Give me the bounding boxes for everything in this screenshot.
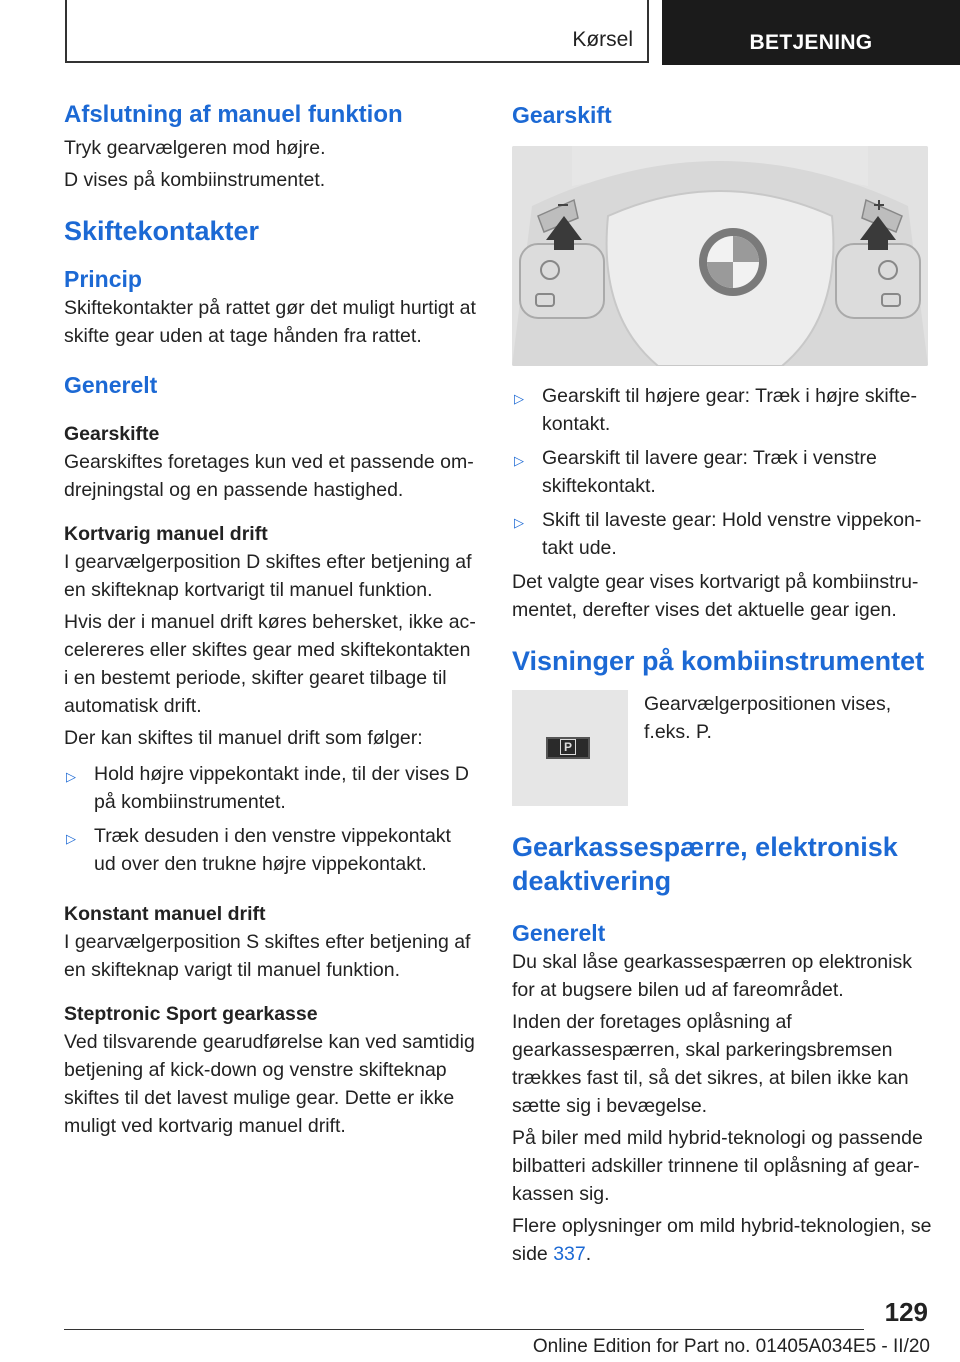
paragraph: Ved tilsvarende gearudførelse kan ved samtidig betjening af kick-down og venstre skifteknap skiftes til det lavest mulige gear. Dette er ikke muligt ved kortvarig manuel drift. (64, 1031, 475, 1137)
paragraph: Gearvælgerpositionen vises, f.eks. P. (644, 693, 892, 743)
paragraph: Flere oplysninger om mild hybrid-teknologien, se side 337. (512, 1215, 932, 1265)
paragraph: Skiftekontakter på rattet gør det muligt hurtigt at skifte gear uden at tage hånden fra rattet. (64, 297, 476, 347)
chapter-title: BETJENING (749, 31, 873, 54)
paragraph: I gearvælgerposition D skiftes efter betjening af en skifteknap kortvarigt til manuel funktion. (64, 551, 472, 601)
heading-spaerre: Gearkassespærre, elektronisk deaktivering (512, 832, 898, 896)
heading-visninger: Visninger på kombiinstrumentet (512, 646, 925, 676)
steering-wheel-illustration (512, 146, 928, 366)
paragraph: Tryk gearvælgeren mod højre. (64, 137, 326, 159)
section-title: Kørsel (572, 28, 633, 51)
heading-generelt-2: Generelt (512, 920, 606, 946)
paragraph: Du skal låse gearkassespærren op elektronisk for at bugsere bilen ud af fareområdet. (512, 951, 912, 1001)
triangle-bullet-icon: ▷ (66, 831, 76, 846)
heading-end-manual: Afslutning af manuel funktion (64, 101, 403, 128)
paragraph: Der kan skiftes til manuel drift som følger: (64, 727, 423, 749)
right-column (512, 100, 932, 1268)
subheading-gearskifte: Gearskifte (64, 423, 160, 445)
edition-note: Online Edition for Part no. 01405A034E5 - II/20 (532, 1336, 930, 1357)
paragraph: På biler med mild hybrid-teknologi og passende bilbatteri adskiller trinnene til oplåsning af gearkassen sig. (512, 1127, 923, 1205)
heading-skiftekontakter: Skiftekontakter (64, 216, 260, 246)
list-item: ▷ Hold højre vippekontakt inde, til der vises D på kombiinstrumentet. (66, 763, 470, 813)
triangle-bullet-icon: ▷ (514, 453, 524, 468)
list-item: ▷ Træk desuden i den venstre vippekontakt ud over den trukne højre vippekontakt. (66, 825, 451, 875)
paragraph: Det valgte gear vises kortvarigt på kombiinstrumentet, derefter vises det aktuelle gear igen. (512, 571, 919, 621)
heading-gearskift: Gearskift (512, 102, 612, 128)
bullet-list-gearskift (512, 382, 932, 562)
paragraph: Hvis der i manuel drift køres behersket, ikke accelereres eller skiftes gear med skiftekontakten i en bestemt periode, skifter gearet tilbage til automatisk drift. (64, 611, 476, 717)
page-number: 129 (884, 1297, 928, 1327)
triangle-bullet-icon: ▷ (514, 515, 524, 530)
left-column (64, 100, 478, 1140)
subheading-steptronic: Steptronic Sport gearkasse (64, 1003, 318, 1025)
bullet-list-kortvarig (64, 760, 478, 878)
list-item: ▷ Gearskift til højere gear: Træk i højre skiftekontakt. (514, 385, 917, 435)
paragraph: Inden der foretages oplåsning af gearkassespærren, skal parkeringsbremsen trækkes fast til, så det sikres, at bilen ikke kan sætte sig i bevægelse. (512, 1011, 909, 1117)
paragraph: Gearskiftes foretages kun ved et passende omdrejningstal og en passende hastighed. (64, 451, 474, 501)
paragraph: D vises på kombiinstrumentet. (64, 169, 326, 191)
triangle-bullet-icon: ▷ (514, 391, 524, 406)
triangle-bullet-icon: ▷ (66, 769, 76, 784)
list-item: ▷ Skift til laveste gear: Hold venstre vippekontakt ude. (514, 509, 922, 559)
gear-indicator-letter: P (560, 739, 576, 755)
page-link-337[interactable]: 337 (553, 1243, 586, 1265)
steering-wheel-image (512, 146, 928, 366)
paragraph: I gearvælgerposition S skiftes efter betjening af en skifteknap varigt til manuel funktion. (64, 931, 471, 981)
section-tab (65, 0, 649, 63)
heading-princip: Princip (64, 266, 142, 292)
heading-generelt: Generelt (64, 372, 158, 398)
gear-indicator (546, 737, 590, 759)
chapter-tab (662, 0, 960, 65)
footer-divider (64, 1329, 864, 1330)
subheading-konstant: Konstant manuel drift (64, 903, 266, 925)
display-row (512, 690, 932, 806)
list-item: ▷ Gearskift til lavere gear: Træk i venstre skiftekontakt. (514, 447, 877, 497)
subheading-kortvarig: Kortvarig manuel drift (64, 523, 268, 545)
instrument-display-image (512, 690, 628, 806)
page-header (0, 0, 960, 66)
